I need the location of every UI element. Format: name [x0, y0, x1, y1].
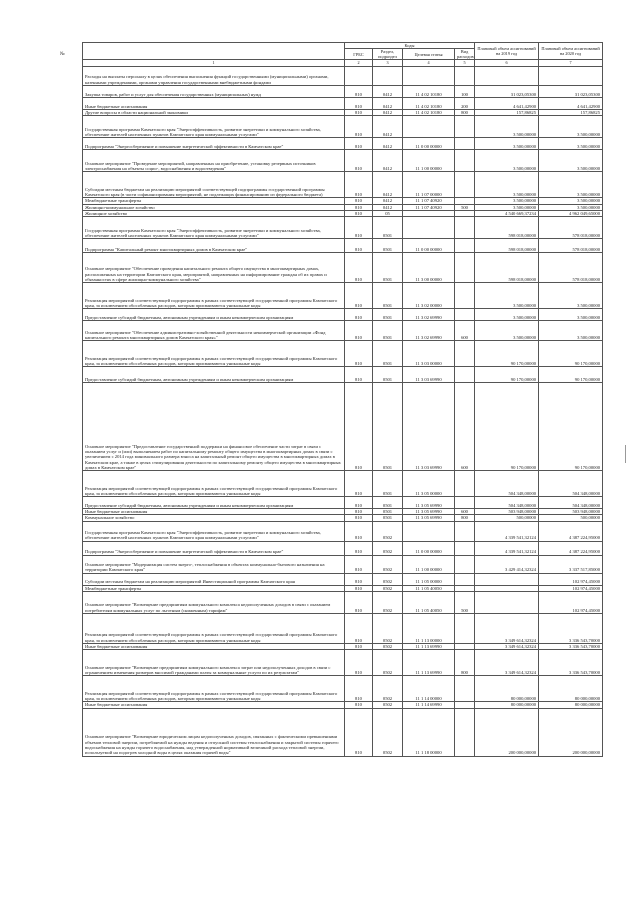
- index-cell: 4: [403, 60, 455, 67]
- row-amount-2020: 4 962 049,65000: [539, 210, 603, 216]
- row-vid: [455, 116, 475, 138]
- row-vid: 800: [455, 515, 475, 521]
- row-section: 0502: [373, 650, 403, 676]
- row-name: Государственная программа Камчатского края "Энергоэффективность, развитие энергетики и коммунального хозяйства, обеспечение жителей населенных пунктов Камчатского края коммунальными услугами": [83, 217, 345, 239]
- row-name: Основное мероприятие "Предоставление государственной поддержки на финансовое обеспечение части затрат в связи с оказанием услуг и (или) выполнением работ по капитальному ремонту общего имущества в многоквартирных домах в связи с увеличением с 2014 года минимального размера взноса на капитальный ремонт общего имущества в многоквартирных домах в Камчатском крае, а также в целях стимулирования деятельности по капитальному ремонту общего имущества в многоквартирных домах в Камчатском крае": [83, 383, 345, 471]
- row-section: 0501: [373, 239, 403, 253]
- row-name: Реализация мероприятий соответствующей подпрограммы в рамках соответствующей государственной программы Камчатского края, за исключением обособленных расходов, которым присваиваются уникальные коды: [83, 676, 345, 702]
- row-name: Государственная программа Камчатского края "Энергоэффективность, развитие энергетики и коммунального хозяйства, обеспечение жителей населенных пунктов Камчатского края коммунальными услугами": [83, 116, 345, 138]
- row-section: 0412: [373, 198, 403, 204]
- row-amount-2020: 3 500,00000: [539, 309, 603, 321]
- row-amount-2020: 80 000,00000: [539, 702, 603, 708]
- row-name: Межбюджетные трансферты: [83, 585, 345, 591]
- row-amount-2019: 80 000,00000: [475, 676, 539, 702]
- row-target: 11 4 02 10180: [403, 110, 455, 116]
- row-name: Иные бюджетные ассигнования: [83, 509, 345, 515]
- row-vid: [455, 150, 475, 172]
- row-grbs: 810: [345, 585, 373, 591]
- row-target: 11 3 00 00000: [403, 253, 455, 283]
- index-cell: 5: [455, 60, 475, 67]
- table-row: [83, 98, 603, 110]
- row-target: [403, 116, 455, 138]
- row-vid: [455, 555, 475, 573]
- row-section: 0412: [373, 86, 403, 98]
- row-amount-2019: 90 170,00000: [475, 367, 539, 383]
- row-name: Основное мероприятие "Проведение мероприятий, направленных на приобретение, установку резервных источников электроснабжения на объекты социо-, водоснабжения и водоотведения": [83, 150, 345, 172]
- row-grbs: 810: [345, 283, 373, 309]
- row-vid: 800: [455, 110, 475, 116]
- table-row: [83, 239, 603, 253]
- row-amount-2019: 504 348,00000: [475, 471, 539, 497]
- row-amount-2020: 3 500,00000: [539, 138, 603, 150]
- row-amount-2020: 90 170,00000: [539, 367, 603, 383]
- row-section: 0501: [373, 253, 403, 283]
- row-name: Жилищно-коммунальное хозяйство: [83, 204, 345, 210]
- row-amount-2020: 3 336 543,70000: [539, 644, 603, 650]
- row-amount-2020: 3 500,00000: [539, 204, 603, 210]
- row-target: 11 4 02 10180: [403, 98, 455, 110]
- header-amount-2020: Плановый объем ассигнований на 2020 год: [539, 43, 603, 60]
- row-amount-2019: [475, 67, 539, 86]
- table-body: [83, 67, 603, 757]
- row-vid: [455, 341, 475, 367]
- table-row: [83, 150, 603, 172]
- row-target: 11 1 00 00000: [403, 555, 455, 573]
- table-row: [83, 497, 603, 509]
- index-row: [83, 60, 603, 67]
- row-grbs: 810: [345, 541, 373, 555]
- row-section: 0502: [373, 708, 403, 756]
- row-section: 0502: [373, 614, 403, 644]
- row-target: 11 3 05 00000: [403, 471, 455, 497]
- row-grbs: 810: [345, 471, 373, 497]
- row-amount-2020: 504 348,00000: [539, 497, 603, 509]
- row-name: Иные бюджетные ассигнования: [83, 98, 345, 110]
- table-row: [83, 541, 603, 555]
- row-section: 0501: [373, 497, 403, 509]
- row-vid: 100: [455, 86, 475, 98]
- row-amount-2019: 3 500,00000: [475, 321, 539, 341]
- row-amount-2020: 503 948,00000: [539, 509, 603, 515]
- row-section: 0501: [373, 509, 403, 515]
- table-row: [83, 573, 603, 585]
- header-name: [83, 43, 345, 60]
- row-name: Межбюджетные трансферты: [83, 198, 345, 204]
- row-name: Коммунальное хозяйство: [83, 515, 345, 521]
- row-name: Подпрограмма "Энергосбережение и повышение энергетической эффективности в Камчатском крае": [83, 541, 345, 555]
- row-vid: [455, 217, 475, 239]
- row-grbs: 810: [345, 309, 373, 321]
- table-row: [83, 341, 603, 367]
- row-name: Жилищное хозяйство: [83, 210, 345, 216]
- table-row: [83, 253, 603, 283]
- row-amount-2020: 578 018,00000: [539, 217, 603, 239]
- row-name: Расходы на выплаты персоналу в целях обеспечения выполнения функций государственными (муниципальными) органами, казенными учреждениями, органами управления государственными внебюджетными фондами: [83, 67, 345, 86]
- row-target: 11 1 05 00000: [403, 573, 455, 585]
- row-target: 11 1 07 40920: [403, 198, 455, 204]
- header-target: Целевая статья: [403, 49, 455, 60]
- row-target: 11 1 13 69990: [403, 650, 455, 676]
- row-amount-2019: 3 500,00000: [475, 204, 539, 210]
- row-section: 0412: [373, 138, 403, 150]
- row-grbs: 810: [345, 650, 373, 676]
- row-vid: [455, 708, 475, 756]
- row-amount-2020: 3 336 543,70000: [539, 614, 603, 644]
- row-amount-2020: 578 018,00000: [539, 253, 603, 283]
- row-vid: [455, 541, 475, 555]
- row-amount-2020: 102 974,45000: [539, 573, 603, 585]
- row-target: 11 3 03 00000: [403, 341, 455, 367]
- row-grbs: [345, 67, 373, 86]
- row-name: Реализация мероприятий соответствующей подпрограммы в рамках соответствующей государственной программы Камчатского края, за исключением обособленных расходов, которым присваиваются уникальные коды: [83, 341, 345, 367]
- row-amount-2019: 503 948,00000: [475, 509, 539, 515]
- row-section: 0412: [373, 150, 403, 172]
- row-amount-2019: 3 500,00000: [475, 138, 539, 150]
- row-amount-2019: 3 349 614,32324: [475, 614, 539, 644]
- table-row: [83, 217, 603, 239]
- row-grbs: 810: [345, 204, 373, 210]
- row-target: 11 3 03 69990: [403, 367, 455, 383]
- row-section: 0501: [373, 383, 403, 471]
- row-amount-2019: 3 500,00000: [475, 309, 539, 321]
- row-grbs: 810: [345, 138, 373, 150]
- row-section: 0501: [373, 515, 403, 521]
- row-section: 0502: [373, 521, 403, 541]
- row-section: 0502: [373, 585, 403, 591]
- row-name: Иные бюджетные ассигнования: [83, 702, 345, 708]
- table-row: [83, 67, 603, 86]
- row-grbs: 810: [345, 573, 373, 585]
- row-grbs: 810: [345, 217, 373, 239]
- row-section: 0412: [373, 172, 403, 198]
- row-amount-2020: 90 170,00000: [539, 341, 603, 367]
- row-amount-2019: 90 170,00000: [475, 383, 539, 471]
- row-grbs: 810: [345, 644, 373, 650]
- row-grbs: 810: [345, 98, 373, 110]
- row-amount-2020: 90 170,00000: [539, 383, 603, 471]
- table-row: [83, 309, 603, 321]
- row-vid: [455, 253, 475, 283]
- row-vid: [455, 283, 475, 309]
- table-row: [83, 614, 603, 644]
- header-row-group: [83, 43, 603, 49]
- row-target: [403, 521, 455, 541]
- row-vid: [455, 138, 475, 150]
- row-amount-2020: 4 387 224,95000: [539, 521, 603, 541]
- row-amount-2020: 102 974,45000: [539, 585, 603, 591]
- table-row: [83, 321, 603, 341]
- row-vid: [455, 367, 475, 383]
- header-amount-2019: Плановый объем ассигнований на 2019 год: [475, 43, 539, 60]
- index-cell: 2: [345, 60, 373, 67]
- row-amount-2019: 3 429 414,32324: [475, 555, 539, 573]
- row-grbs: 810: [345, 367, 373, 383]
- row-grbs: 810: [345, 676, 373, 702]
- row-section: 0501: [373, 283, 403, 309]
- row-name: Реализация мероприятий соответствующей подпрограммы в рамках соответствующей государственной программы Камчатского края, за исключением обособленных расходов, которым присваиваются уникальные коды: [83, 471, 345, 497]
- row-grbs: 810: [345, 86, 373, 98]
- row-name: Реализация мероприятий соответствующей подпрограммы в рамках соответствующей государственной программы Камчатского края, за исключением обособленных расходов, которым присваиваются уникальные коды: [83, 283, 345, 309]
- row-section: 0502: [373, 573, 403, 585]
- row-amount-2019: 598 018,00000: [475, 217, 539, 239]
- row-amount-2019: 3 500,00000: [475, 283, 539, 309]
- row-amount-2019: 4 540 669,37234: [475, 210, 539, 216]
- row-name: Предоставление субсидий бюджетным, автономным учреждениям и иным некоммерческим организациям: [83, 497, 345, 509]
- row-name: Основное мероприятие "Возмещение предприятиям коммунального комплекса недополученных доходов в связи с оказанием потребителям коммунальных услуг по льготным (сниженным) тарифам": [83, 592, 345, 614]
- row-name: Подпрограмма "Капитальный ремонт многоквартирных домов в Камчатском крае": [83, 239, 345, 253]
- row-section: 0502: [373, 541, 403, 555]
- table-row: [83, 172, 603, 198]
- row-grbs: 810: [345, 116, 373, 138]
- row-grbs: 810: [345, 509, 373, 515]
- row-target: 11 1 13 69990: [403, 644, 455, 650]
- row-amount-2019: 500,00000: [475, 515, 539, 521]
- row-grbs: 810: [345, 198, 373, 204]
- row-target: 11 1 05 40050: [403, 585, 455, 591]
- row-amount-2020: 80 000,00000: [539, 676, 603, 702]
- row-vid: 500: [455, 592, 475, 614]
- index-cell: 3: [373, 60, 403, 67]
- row-amount-2019: 31 023,05300: [475, 86, 539, 98]
- row-amount-2019: [475, 592, 539, 614]
- row-vid: [455, 676, 475, 702]
- row-amount-2019: 4 339 541,32124: [475, 521, 539, 541]
- row-section: 0501: [373, 367, 403, 383]
- table-row: [83, 383, 603, 471]
- row-target: 11 0 00 00000: [403, 541, 455, 555]
- row-grbs: 810: [345, 614, 373, 644]
- row-vid: [455, 521, 475, 541]
- row-amount-2020: 578 018,00000: [539, 239, 603, 253]
- row-amount-2020: 500,00000: [539, 515, 603, 521]
- row-name: Основное мероприятие "Обеспечение проведения капитального ремонта общего имущества в многоквартирных домах, расположенных на территории Камчатского края, мероприятий, направленных на информирование граждан об их правах и обязанностях в сфере жилищно-коммунального хозяйства": [83, 253, 345, 283]
- index-cell: 6: [475, 60, 539, 67]
- row-grbs: 810: [345, 239, 373, 253]
- table-row: [83, 555, 603, 573]
- row-amount-2019: 3 349 614,32324: [475, 644, 539, 650]
- row-section: 0501: [373, 471, 403, 497]
- row-section: 0501: [373, 321, 403, 341]
- row-amount-2020: 3 337 517,85000: [539, 555, 603, 573]
- row-amount-2019: 504 348,00000: [475, 497, 539, 509]
- row-amount-2019: 598 018,00000: [475, 239, 539, 253]
- row-amount-2019: 90 170,00000: [475, 341, 539, 367]
- row-amount-2020: 157,86825: [539, 110, 603, 116]
- row-target: 11 1 07 00000: [403, 172, 455, 198]
- row-section: 05: [373, 210, 403, 216]
- row-grbs: 810: [345, 150, 373, 172]
- row-vid: 600: [455, 383, 475, 471]
- row-target: 11 3 05 69990: [403, 515, 455, 521]
- table-row: [83, 521, 603, 541]
- row-amount-2019: 3 500,00000: [475, 116, 539, 138]
- row-amount-2019: 3 349 614,32324: [475, 650, 539, 676]
- table-row: [83, 367, 603, 383]
- row-grbs: 810: [345, 172, 373, 198]
- row-vid: [455, 172, 475, 198]
- row-name: Предоставление субсидий бюджетным, автономным учреждениям и иным некоммерческим организациям: [83, 367, 345, 383]
- table-row: [83, 676, 603, 702]
- row-grbs: 810: [345, 592, 373, 614]
- row-amount-2020: 3 500,00000: [539, 172, 603, 198]
- row-section: 0501: [373, 341, 403, 367]
- row-amount-2020: 3 500,00000: [539, 116, 603, 138]
- row-name: Основное мероприятие "Возмещение юридическим лицам недополученных доходов, связанных с фактическими превышениями объемов тепловой энергии, потребляемой на нужды ведения и отпускной системы теплоснабжения и закрытой системы горячего водоснабжения на нужды горячего водоснабжения, над утвержденной нормативной величиной расхода тепловой энергии, используемой на подогрев холодной воды в целях оказания горячей воды": [83, 708, 345, 756]
- row-name: Основное мероприятие "Возмещение предприятиям коммунального комплекса затрат или недополученных доходов в связи с ограничением изменения размеров вносимой гражданами платы за коммунальные услуги по их результатам": [83, 650, 345, 676]
- header-section: Раздел, подраздел: [373, 49, 403, 60]
- row-vid: [455, 497, 475, 509]
- row-amount-2020: 4 387 224,95000: [539, 541, 603, 555]
- row-vid: [455, 573, 475, 585]
- row-target: 11 4 02 10180: [403, 86, 455, 98]
- row-name: Основное мероприятие "Обеспечение административно-хозяйственной деятельности некоммерческой организации «Фонд капитального ремонта многоквартирных домов Камчатского края»": [83, 321, 345, 341]
- row-grbs: 810: [345, 555, 373, 573]
- row-target: 11 1 13 00000: [403, 614, 455, 644]
- row-target: 11 3 02 69990: [403, 321, 455, 341]
- margin-mark: [625, 445, 632, 463]
- row-amount-2020: 504 348,00000: [539, 471, 603, 497]
- table-row: [83, 471, 603, 497]
- table-row: [83, 86, 603, 98]
- row-vid: 200: [455, 98, 475, 110]
- row-target: 11 1 18 00000: [403, 708, 455, 756]
- row-vid: [455, 614, 475, 644]
- row-name: Государственная программа Камчатского края "Энергоэффективность, развитие энергетики и коммунального хозяйства, обеспечение жителей населенных пунктов Камчатского края коммунальными услугами": [83, 521, 345, 541]
- row-grbs: 810: [345, 497, 373, 509]
- row-grbs: 810: [345, 253, 373, 283]
- row-amount-2020: 3 500,00000: [539, 283, 603, 309]
- header-grbs: ГРБС: [345, 49, 373, 60]
- row-target: 11 3 02 00000: [403, 283, 455, 309]
- row-amount-2019: 3 500,00000: [475, 150, 539, 172]
- row-name: Предоставление субсидий бюджетным, автономным учреждениям и иным некоммерческим организациям: [83, 309, 345, 321]
- row-section: 0502: [373, 592, 403, 614]
- index-cell: 7: [539, 60, 603, 67]
- row-amount-2019: 3 500,00000: [475, 172, 539, 198]
- row-grbs: 810: [345, 702, 373, 708]
- row-amount-2019: [475, 573, 539, 585]
- header-codes: Коды: [345, 43, 475, 49]
- row-target: 11 0 00 00000: [403, 239, 455, 253]
- row-vid: [455, 67, 475, 86]
- budget-table: [82, 42, 603, 757]
- row-section: 0412: [373, 98, 403, 110]
- row-target: 11 0 00 00000: [403, 138, 455, 150]
- row-amount-2020: [539, 67, 603, 86]
- row-name: Основное мероприятие "Модернизация систем энерго-, теплоснабжения в объектах коммунально-бытового назначения на территории Камчатского края": [83, 555, 345, 573]
- row-grbs: 810: [345, 521, 373, 541]
- row-vid: [455, 471, 475, 497]
- table-row: [83, 138, 603, 150]
- row-target: 11 3 03 69990: [403, 383, 455, 471]
- row-amount-2020: 31 023,05300: [539, 86, 603, 98]
- row-name: Иные бюджетные ассигнования: [83, 644, 345, 650]
- row-target: 11 1 05 40050: [403, 592, 455, 614]
- row-target: [403, 217, 455, 239]
- row-section: 0502: [373, 702, 403, 708]
- row-name: Субсидии местным бюджетам на реализацию мероприятий соответствующей подпрограммы государственной программы Камчатского края (в части софинансирования мероприятий, не подлежащих финансированию из федерального бюджета): [83, 172, 345, 198]
- row-target: 11 1 00 00000: [403, 150, 455, 172]
- row-section: 0501: [373, 217, 403, 239]
- row-section: 0412: [373, 204, 403, 210]
- row-name: Закупка товаров, работ и услуг для обеспечения государственных (муниципальных) нужд: [83, 86, 345, 98]
- row-grbs: 810: [345, 341, 373, 367]
- table-row: [83, 592, 603, 614]
- row-amount-2019: 80 000,00000: [475, 702, 539, 708]
- row-vid: 800: [455, 650, 475, 676]
- row-vid: 500: [455, 204, 475, 210]
- row-name: Другие вопросы в области национальной экономики: [83, 110, 345, 116]
- row-target: [403, 67, 455, 86]
- row-amount-2020: 3 336 543,70000: [539, 650, 603, 676]
- table-row: [83, 283, 603, 309]
- row-target: 11 1 14 69990: [403, 702, 455, 708]
- row-target: 11 3 02 69990: [403, 309, 455, 321]
- row-grbs: 810: [345, 321, 373, 341]
- row-amount-2020: 3 500,00000: [539, 321, 603, 341]
- row-amount-2020: 3 500,00000: [539, 150, 603, 172]
- row-vid: 600: [455, 321, 475, 341]
- row-amount-2019: 4 339 541,32124: [475, 541, 539, 555]
- row-section: 0412: [373, 110, 403, 116]
- row-target: 11 1 14 00000: [403, 676, 455, 702]
- row-amount-2019: 4 641,42900: [475, 98, 539, 110]
- row-grbs: 810: [345, 708, 373, 756]
- row-amount-2019: 3 500,00000: [475, 198, 539, 204]
- row-amount-2019: 200 000,00000: [475, 708, 539, 756]
- row-grbs: 810: [345, 383, 373, 471]
- row-amount-2020: 102 974,45000: [539, 592, 603, 614]
- row-section: 0502: [373, 644, 403, 650]
- row-section: 0502: [373, 555, 403, 573]
- index-cell: 1: [83, 60, 345, 67]
- row-target: 11 1 07 40920: [403, 204, 455, 210]
- table-row: [83, 116, 603, 138]
- header-vid: Вид расходов: [455, 49, 475, 60]
- row-name: Реализация мероприятий соответствующей подпрограммы в рамках соответствующей государственной программы Камчатского края, за исключением обособленных расходов, которым присваиваются уникальные коды: [83, 614, 345, 644]
- row-target: 11 3 05 69990: [403, 497, 455, 509]
- row-vid: 600: [455, 509, 475, 515]
- table-row: [83, 650, 603, 676]
- row-amount-2020: 200 000,00000: [539, 708, 603, 756]
- row-amount-2019: 157,86825: [475, 110, 539, 116]
- row-name: Подпрограмма "Энергосбережение и повышение энергетической эффективности в Камчатском крае": [83, 138, 345, 150]
- row-number-label: №: [60, 52, 65, 57]
- row-section: 0501: [373, 309, 403, 321]
- row-amount-2020: 3 500,00000: [539, 198, 603, 204]
- row-section: 0412: [373, 116, 403, 138]
- row-name: Субсидии местным бюджетам на реализацию мероприятий Инвестиционной программы Камчатского края: [83, 573, 345, 585]
- row-grbs: 810: [345, 210, 373, 216]
- row-section: 0502: [373, 676, 403, 702]
- table-row: [83, 708, 603, 756]
- row-amount-2020: 4 641,42900: [539, 98, 603, 110]
- row-vid: [455, 239, 475, 253]
- row-target: 11 3 05 69990: [403, 509, 455, 515]
- row-grbs: 810: [345, 110, 373, 116]
- row-section: [373, 67, 403, 86]
- row-vid: [455, 309, 475, 321]
- row-amount-2019: 598 018,00000: [475, 253, 539, 283]
- row-grbs: 810: [345, 515, 373, 521]
